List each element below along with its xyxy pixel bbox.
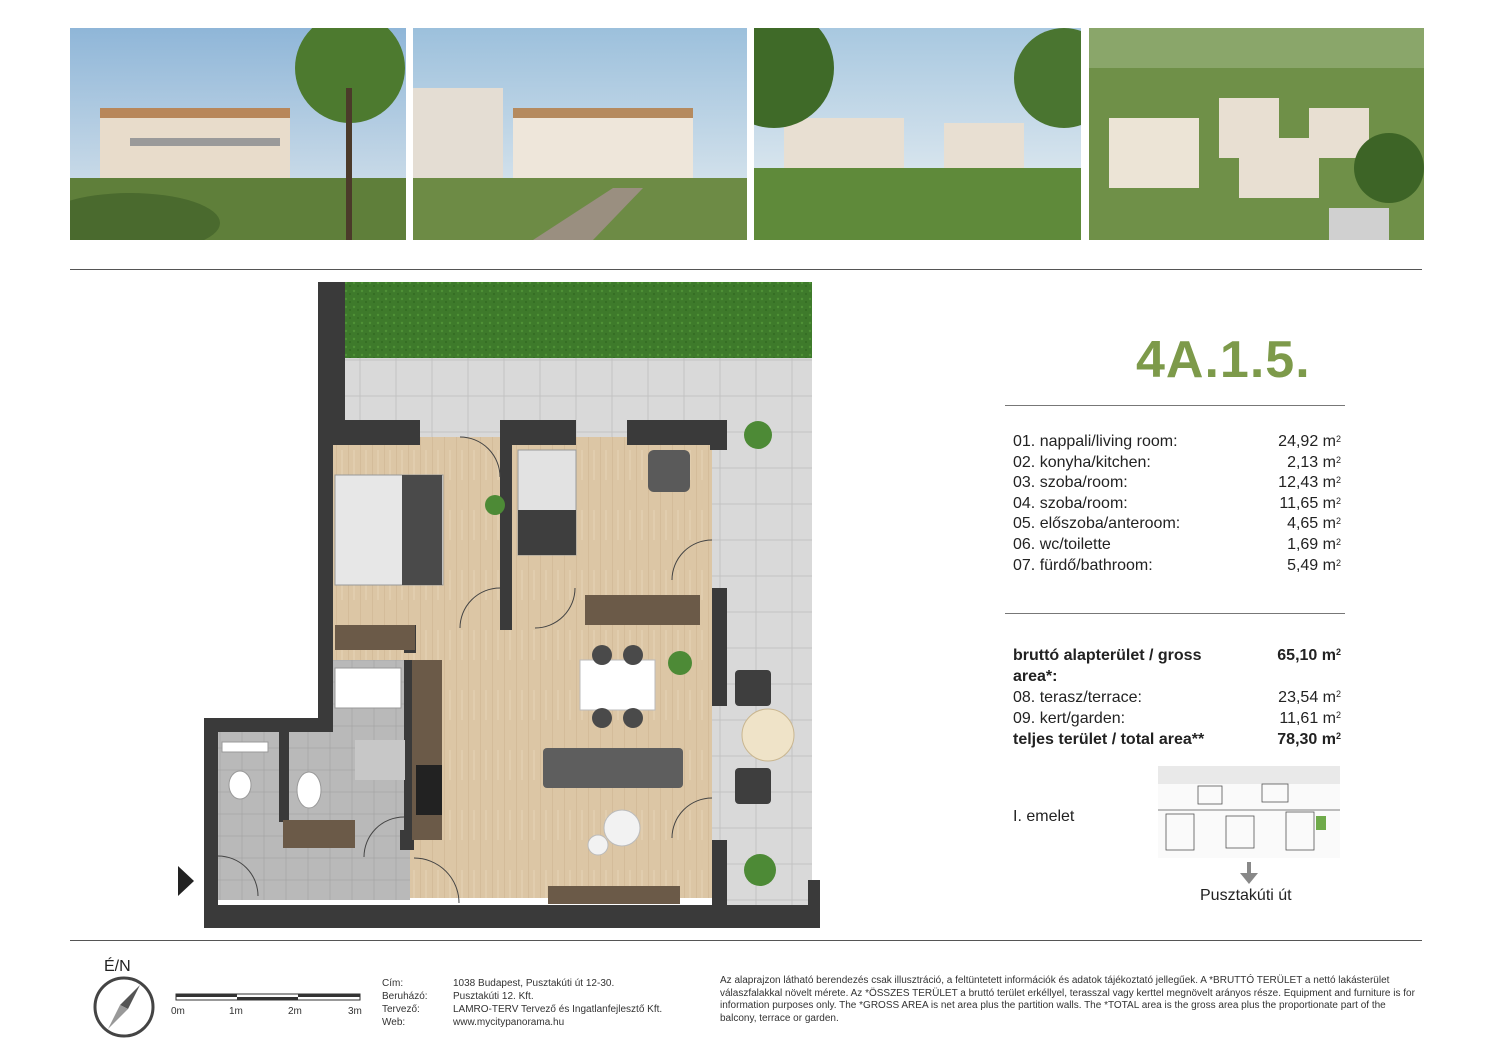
render-photo-2: [413, 28, 747, 240]
gross-area-row-cont: area*:: [1013, 668, 1058, 685]
room-area: 24,92 $m^2$: [1278, 433, 1341, 450]
web-link[interactable]: www.mycitypanorama.hu: [453, 1017, 565, 1028]
room-label: 04. szoba/room:: [1013, 494, 1128, 512]
compass-label: É/N: [104, 958, 131, 975]
plant: [744, 421, 772, 449]
top-divider: [70, 269, 1422, 270]
room-area: 11,65 $m^2$: [1279, 494, 1341, 512]
armchair: [648, 450, 690, 492]
render-photo-4: [1089, 28, 1424, 240]
room-area: 1,69 $m^2$: [1287, 535, 1341, 553]
room-label: 01. nappali/living room:: [1013, 433, 1178, 450]
terrace-chair: [735, 670, 771, 706]
investor-key: Beruházó:: [382, 991, 428, 1002]
room-row: [1013, 432, 1341, 453]
entrance-arrow-icon: [178, 866, 194, 896]
designer-key: Tervező:: [382, 1004, 420, 1015]
room-label: 02. konyha/kitchen:: [1013, 453, 1151, 471]
gross-area-row: bruttó alapterület / gross 65,10 $m^2$: [1013, 647, 1341, 664]
garden-row: 09. kert/garden: 11,61 $m^2$: [1013, 710, 1341, 727]
floor-label: I. emelet: [1013, 808, 1075, 825]
room-label: 06. wc/toilette: [1013, 535, 1111, 553]
room-row: [1013, 453, 1341, 474]
street-label: Pusztakúti út: [1200, 887, 1292, 904]
arrow-down-icon: [1240, 862, 1258, 884]
tv-unit: [548, 886, 680, 904]
room-area: 5,49 $m^2$: [1287, 556, 1341, 574]
toilet: [297, 772, 321, 808]
terrace-row: 08. terasz/terrace: 23,54 $m^2$: [1013, 689, 1341, 706]
bottom-divider: [70, 940, 1422, 941]
sofa: [543, 748, 683, 788]
room-row: [1013, 556, 1341, 577]
total-area-row: teljes terület / total area** 78,30 $m^2$: [1013, 731, 1341, 748]
room-label: 03. szoba/room:: [1013, 474, 1128, 492]
scale-label-1: 1m: [229, 1006, 243, 1017]
coffee-table: [604, 810, 640, 846]
render-photo-1: [70, 28, 406, 240]
scale-label-0: 0m: [171, 1006, 185, 1017]
rooms-bottom-divider: [1005, 613, 1345, 614]
scale-bar: [170, 990, 370, 1020]
compass-icon: [92, 975, 156, 1039]
disclaimer-text: Az alaprajzon látható berendezés csak illusztráció, a feltüntetett információk és adatok tájékoztató jellegűek. A *BRUTTÓ TERÜLET a nettó lakásterület válaszfalakkal növelt mérete. Az *ÖSSZES TERÜLET a bruttó terület erkéllyel, terasszal vagy kerttel megnövelt arányos része. Equipment and furniture is for information purposes only. The *GROSS AREA is net area plus the partition walls. The *TOTAL area is the gross area plus the proportionate part of the balcony, terrace or garden.: [720, 975, 1415, 1024]
room-row: [1013, 494, 1341, 515]
wardrobe: [335, 625, 415, 650]
bathtub: [335, 668, 401, 708]
address-key: Cím:: [382, 978, 404, 989]
room-label: 05. előszoba/anteroom:: [1013, 515, 1181, 533]
render-photo-3: [754, 28, 1081, 240]
room-row: [1013, 514, 1341, 535]
dining-table: [580, 660, 655, 710]
garden-area-value: 11,61 $m^2$: [1279, 710, 1341, 727]
unit-code: 4A.1.5.: [1136, 331, 1311, 389]
address-value: 1038 Budapest, Pusztakúti út 12-30.: [453, 978, 615, 989]
sideboard: [585, 595, 700, 625]
room-area: 4,65 $m^2$: [1287, 515, 1341, 533]
terrace-table: [742, 709, 794, 761]
scale-label-2: 2m: [288, 1006, 302, 1017]
site-key-map: [1158, 766, 1340, 858]
scale-label-3: 3m: [348, 1006, 362, 1017]
gross-area-value: 65,10 $m^2$: [1277, 647, 1341, 664]
total-area-value: 78,30 $m^2$: [1277, 731, 1341, 748]
floor-plan: [170, 276, 820, 936]
area-totals: [1013, 645, 1341, 750]
room-label: 07. fürdő/bathroom:: [1013, 556, 1153, 574]
investor-value: Pusztakúti 12. Kft.: [453, 991, 534, 1002]
terrace-area-value: 23,54 $m^2$: [1278, 689, 1341, 706]
web-key: Web:: [382, 1017, 406, 1028]
room-list: [1013, 432, 1341, 576]
room-row: [1013, 473, 1341, 494]
room-row: [1013, 535, 1341, 556]
toilet-2: [229, 771, 251, 799]
designer-value: LAMRO-TERV Tervező és Ingatlanfejlesztő Kft.: [453, 1004, 663, 1015]
room-area: 12,43 $m^2$: [1278, 474, 1341, 492]
room-area: 2,13 $m^2$: [1287, 453, 1341, 471]
rooms-top-divider: [1005, 405, 1345, 406]
garden-area: [345, 282, 812, 358]
